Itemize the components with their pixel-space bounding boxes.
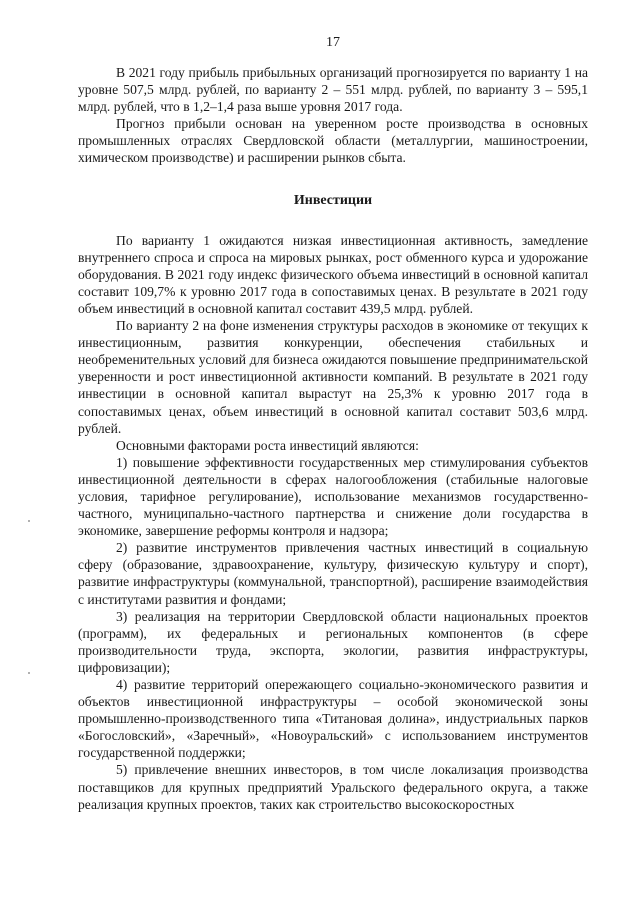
section-heading: Инвестиции [293, 192, 373, 208]
list-item-factor-2: 2) развитие инструментов привлечения частных инвестиций в социальную сферу (образование, здравоохранение, культуру, физическую культуру и спорт), развитие инфраструктуры (коммунальной, транспортной), расширение взаимодействия с институтами развития и фондами; [78, 540, 588, 607]
paragraph-factors-intro: Основными факторами роста инвестиций являются: [116, 437, 419, 453]
page-number: 17 [326, 35, 340, 50]
paragraph-profit-forecast: В 2021 году прибыль прибыльных организаций прогнозируется по варианту 1 на уровне 507,5 млрд. рублей, по варианту 2 – 551 млрд. рублей, по варианту 3 – 595,1 млрд. рублей, что в 1,2–1,4 раза выше уровня 2017 года. [78, 65, 588, 115]
list-item-factor-4: 4) развитие территорий опережающего социально-экономического развития и объектов инвестиционной инфраструктуры – особой экономической зоны промышленно-производственного типа «Титановая долина», индустриальных парков «Богословский», «Заречный», «Новоуральский» с использованием инструментов государственной поддержки; [78, 677, 588, 761]
paragraph-variant-2: По варианту 2 на фоне изменения структуры расходов в экономике от текущих к инвестиционным, развития конкуренции, обеспечения стабильных и необременительных условий для бизнеса ожидаются повышение предпринимательской уверенности и рост инвестиционной активности компаний. В результате в 2021 году инвестиции в основной капитал вырастут на 25,3% к уровню 2017 года в сопоставимых ценах, объем инвестиций в основной капитал составит 503,6 млрд. рублей. [78, 318, 588, 436]
list-item-factor-1: 1) повышение эффективности государственных мер стимулирования субъектов инвестиционной деятельности в сферах налогообложения (стабильные налоговые условия, тарифное регулирование), использование механизмов государственно-частного, муниципально-частного партнерства и снижение доли государства в экономике, завершение реформы контроля и надзора; [78, 454, 588, 539]
list-item-factor-3: 3) реализация на территории Свердловской области национальных проектов (программ), их федеральных и региональных компонентов (в сфере производительности труда, экспорта, экологии, развития инфраструктуры, цифровизации); [78, 608, 588, 675]
scan-speck [28, 672, 30, 674]
paragraph-profit-basis: Прогноз прибыли основан на уверенном росте производства в основных промышленных отраслях Свердловской области (металлургии, машиностроении, химическом производстве) и расширении рынков сбыта. [78, 116, 588, 166]
list-item-factor-5: 5) привлечение внешних инвесторов, в том числе локализация производства поставщиков для крупных предприятий Уральского федерального округа, а также реализация крупных проектов, таких как строительство высокоскоростных [78, 762, 588, 812]
scan-speck [28, 520, 30, 522]
paragraph-variant-1: По варианту 1 ожидаются низкая инвестиционная активность, замедление внутреннего спроса и спроса на мировых рынках, рост обменного курса и удорожание оборудования. В 2021 году индекс физического объема инвестиций в основной капитал составит 109,7% к уровню 2017 года в сопоставимых ценах. В результате в 2021 году объем инвестиций в основной капитал составит 439,5 млрд. рублей. [78, 232, 588, 316]
spacer [78, 167, 588, 182]
